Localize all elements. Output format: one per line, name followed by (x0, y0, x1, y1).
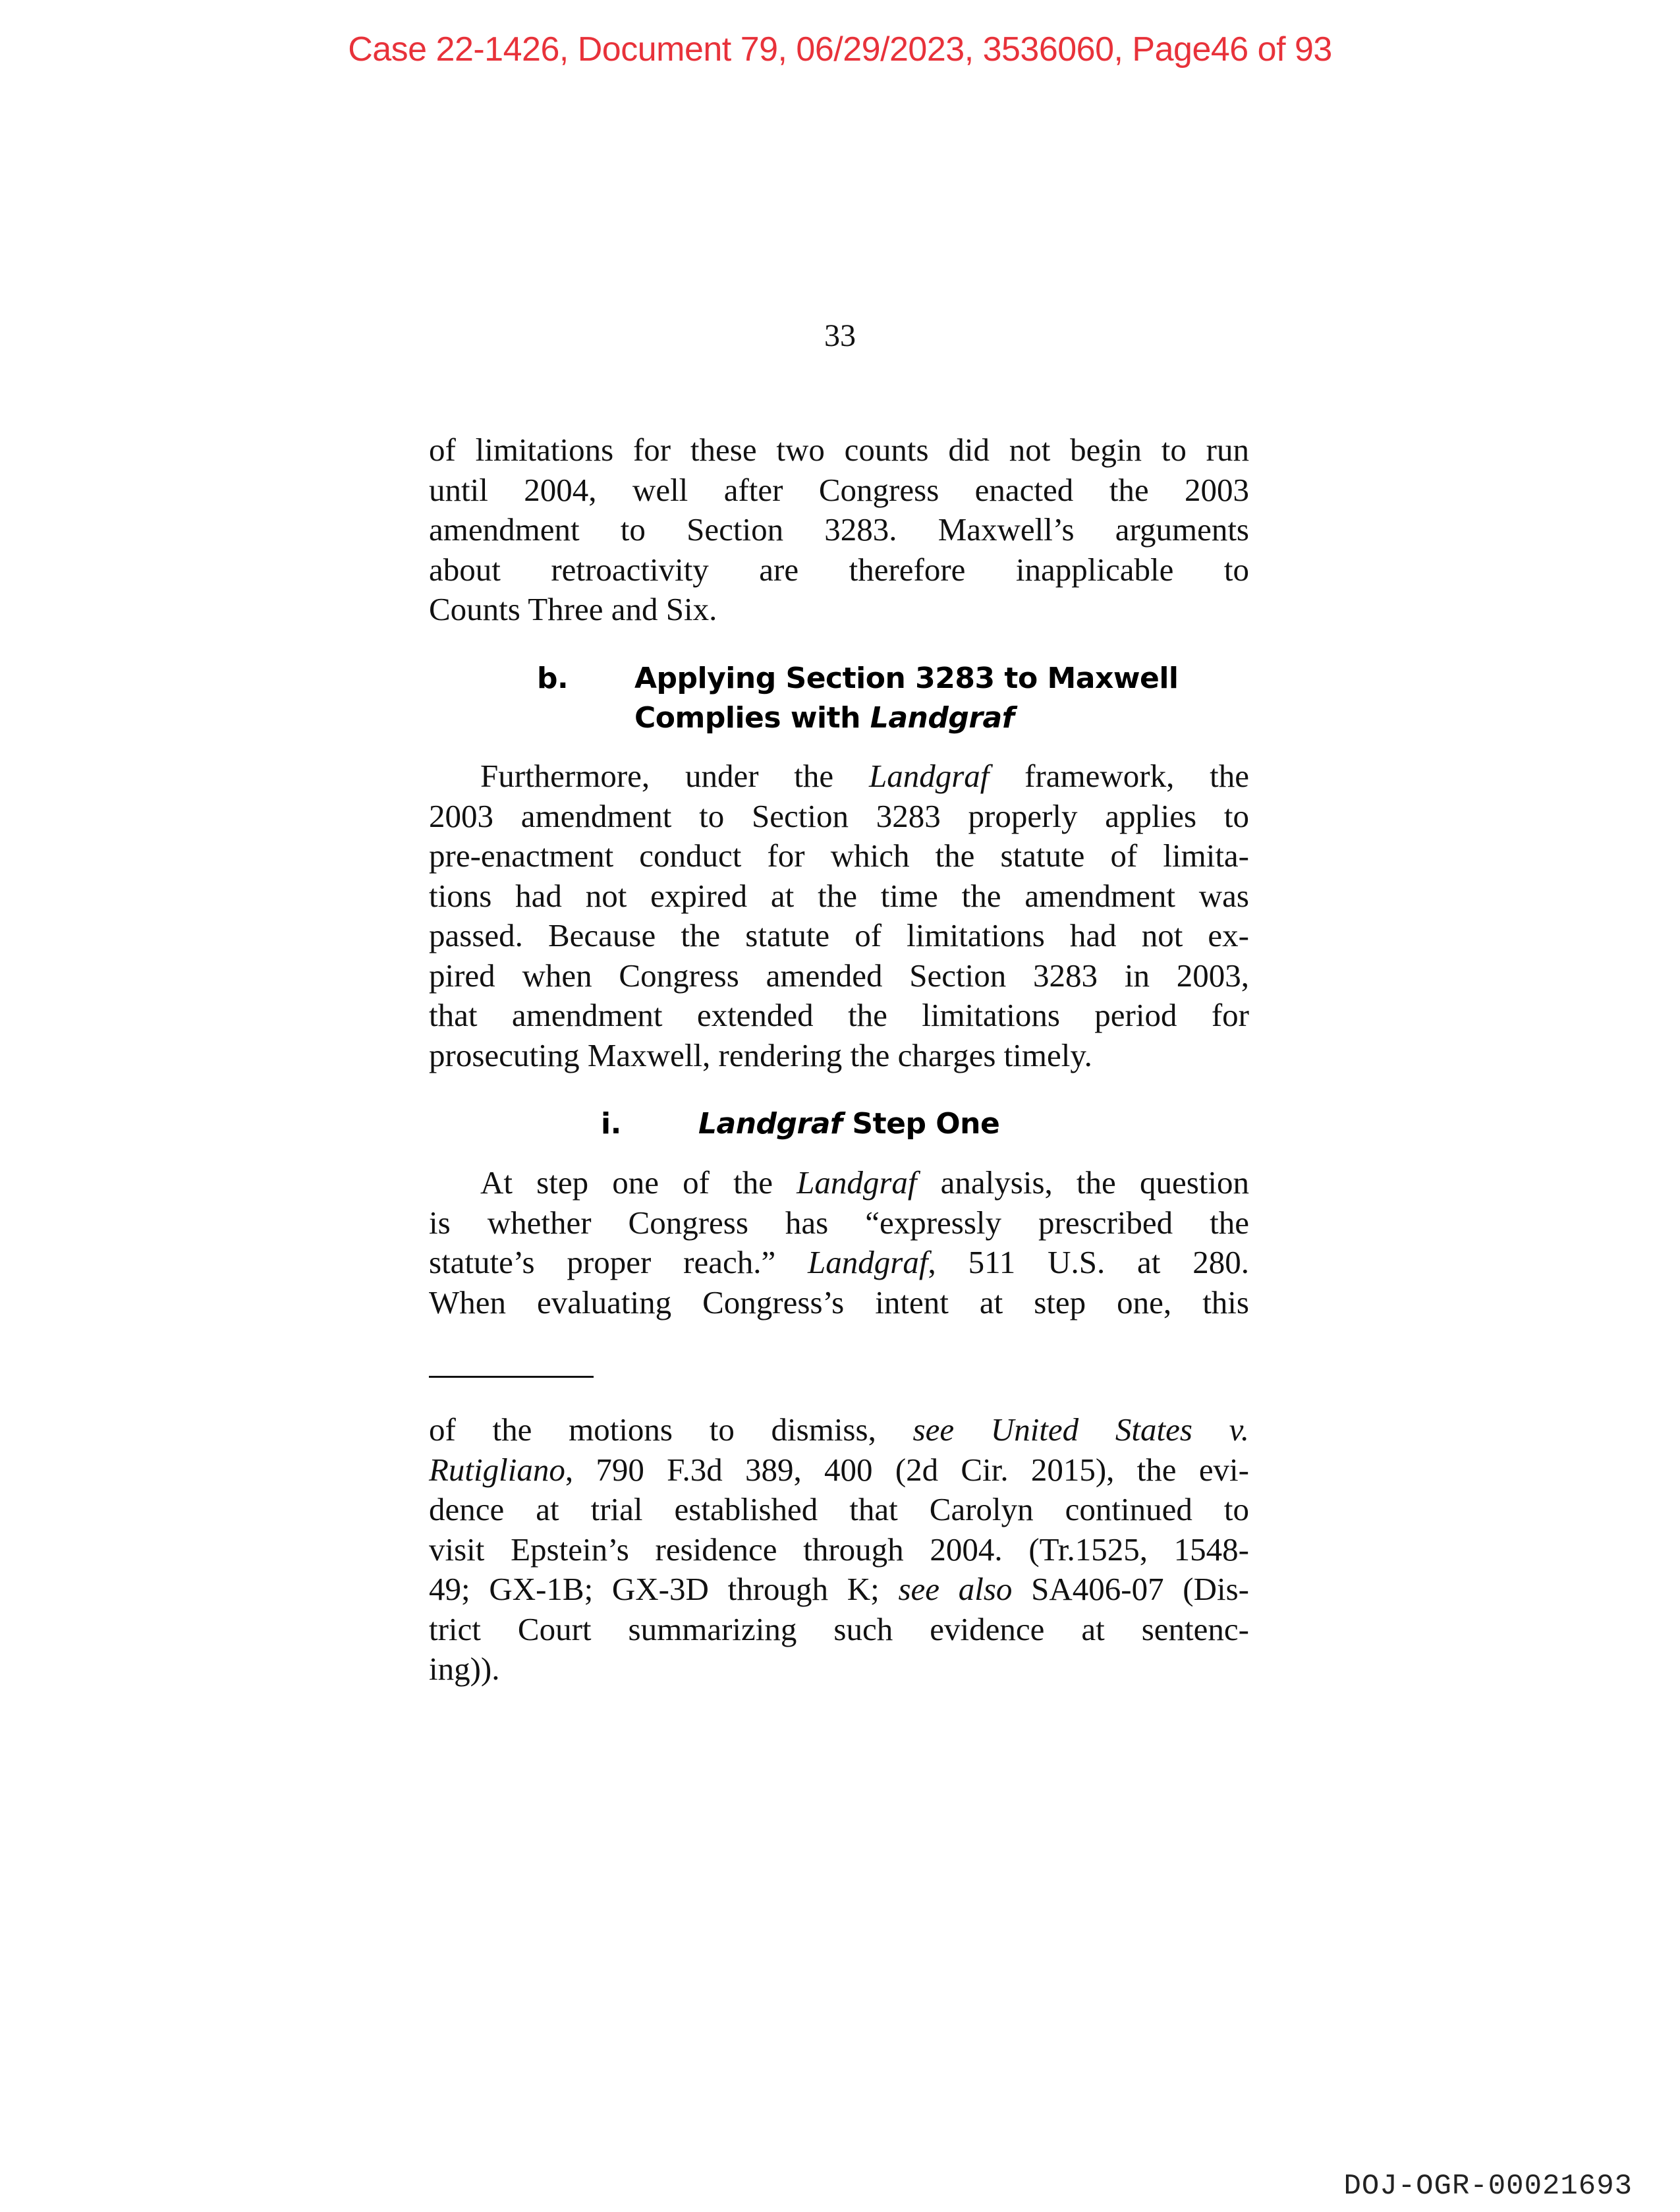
text-line: prosecuting Maxwell, rendering the charges timely. (429, 1036, 1092, 1073)
citation-italic: Rutigliano (429, 1451, 565, 1488)
paragraph-landgraf-framework (429, 756, 1249, 1075)
text-span: statute’s proper reach.” (429, 1244, 808, 1280)
text-line: passed. Because the statute of limitations had not ex- (429, 917, 1249, 953)
heading-text: Step One (842, 1107, 1000, 1141)
text-line: trict Court summarizing such evidence at sentenc- (429, 1610, 1249, 1647)
text-span: Furthermore, under the (480, 758, 869, 794)
text-line: amendment to Section 3283. Maxwell’s arguments (429, 511, 1249, 548)
heading-text: Complies with (634, 701, 870, 735)
text-span: analysis, the question (916, 1164, 1249, 1201)
heading-marker: b. (537, 662, 569, 695)
case-name-italic: Landgraf (698, 1107, 843, 1141)
case-name-italic: Landgraf (868, 758, 990, 794)
case-name-italic: Landgraf (797, 1164, 917, 1201)
text-span: framework, the (989, 758, 1250, 794)
heading-line-1: Applying Section 3283 to Maxwell (634, 662, 1179, 695)
text-line: visit Epstein’s residence through 2004. (Tr.1525, 1548- (429, 1531, 1249, 1568)
text-line: pre-enactment conduct for which the statute of limita- (429, 837, 1249, 874)
text-line: 2003 amendment to Section 3283 properly applies to (429, 797, 1249, 834)
section-heading-i (601, 1104, 1194, 1145)
heading-marker: i. (601, 1107, 621, 1141)
text-line (429, 1163, 1249, 1203)
text-span: SA406-07 (Dis- (1012, 1571, 1249, 1607)
text-line: tions had not expired at the time the amendment was (429, 877, 1249, 914)
citation-italic: see United States v. (912, 1411, 1249, 1448)
text-line: about retroactivity are therefore inapplicable to (429, 551, 1249, 588)
case-name-italic: Landgraf (808, 1244, 928, 1280)
heading-line-1 (698, 1104, 999, 1144)
text-line (429, 1410, 1249, 1450)
text-line (429, 1570, 1249, 1610)
text-line: dence at trial established that Carolyn continued to (429, 1491, 1249, 1527)
text-line: of limitations for these two counts did not begin to run (429, 432, 1249, 468)
text-line: ing)). (429, 1651, 500, 1687)
text-line (429, 756, 1249, 797)
heading-line-2 (634, 698, 1014, 738)
text-line: When evaluating Congress’s intent at step one, this (429, 1284, 1249, 1320)
page-number: 33 (824, 318, 856, 353)
text-line: until 2004, well after Congress enacted the 2003 (429, 471, 1249, 508)
text-line (429, 1450, 1249, 1490)
text-span: At step one of the (480, 1164, 797, 1201)
paragraph-continuation (429, 430, 1249, 630)
text-span: 49; GX-1B; GX-3D through K; (429, 1571, 899, 1607)
text-span: , 511 U.S. at 280. (928, 1244, 1249, 1280)
text-span: of the motions to dismiss, (429, 1411, 913, 1448)
text-line: that amendment extended the limitations period for (429, 997, 1249, 1033)
case-header-stamp: Case 22-1426, Document 79, 06/29/2023, 3536060, Page46 of 93 (348, 30, 1332, 69)
paragraph-step-one (429, 1163, 1249, 1322)
footnote-separator (429, 1376, 594, 1378)
text-line: is whether Congress has “expressly prescribed the (429, 1204, 1249, 1241)
text-line (429, 1243, 1249, 1283)
case-name-italic: Landgraf (870, 701, 1015, 735)
section-heading-b (537, 659, 1262, 741)
text-line: pired when Congress amended Section 3283 in 2003, (429, 957, 1249, 994)
footnote-continuation (429, 1410, 1249, 1689)
text-line: Counts Three and Six. (429, 591, 717, 627)
signal-italic: see also (898, 1571, 1013, 1607)
text-span: , 790 F.3d 389, 400 (2d Cir. 2015), the evi- (565, 1451, 1249, 1488)
bates-number: DOJ-OGR-00021693 (1343, 2170, 1633, 2203)
